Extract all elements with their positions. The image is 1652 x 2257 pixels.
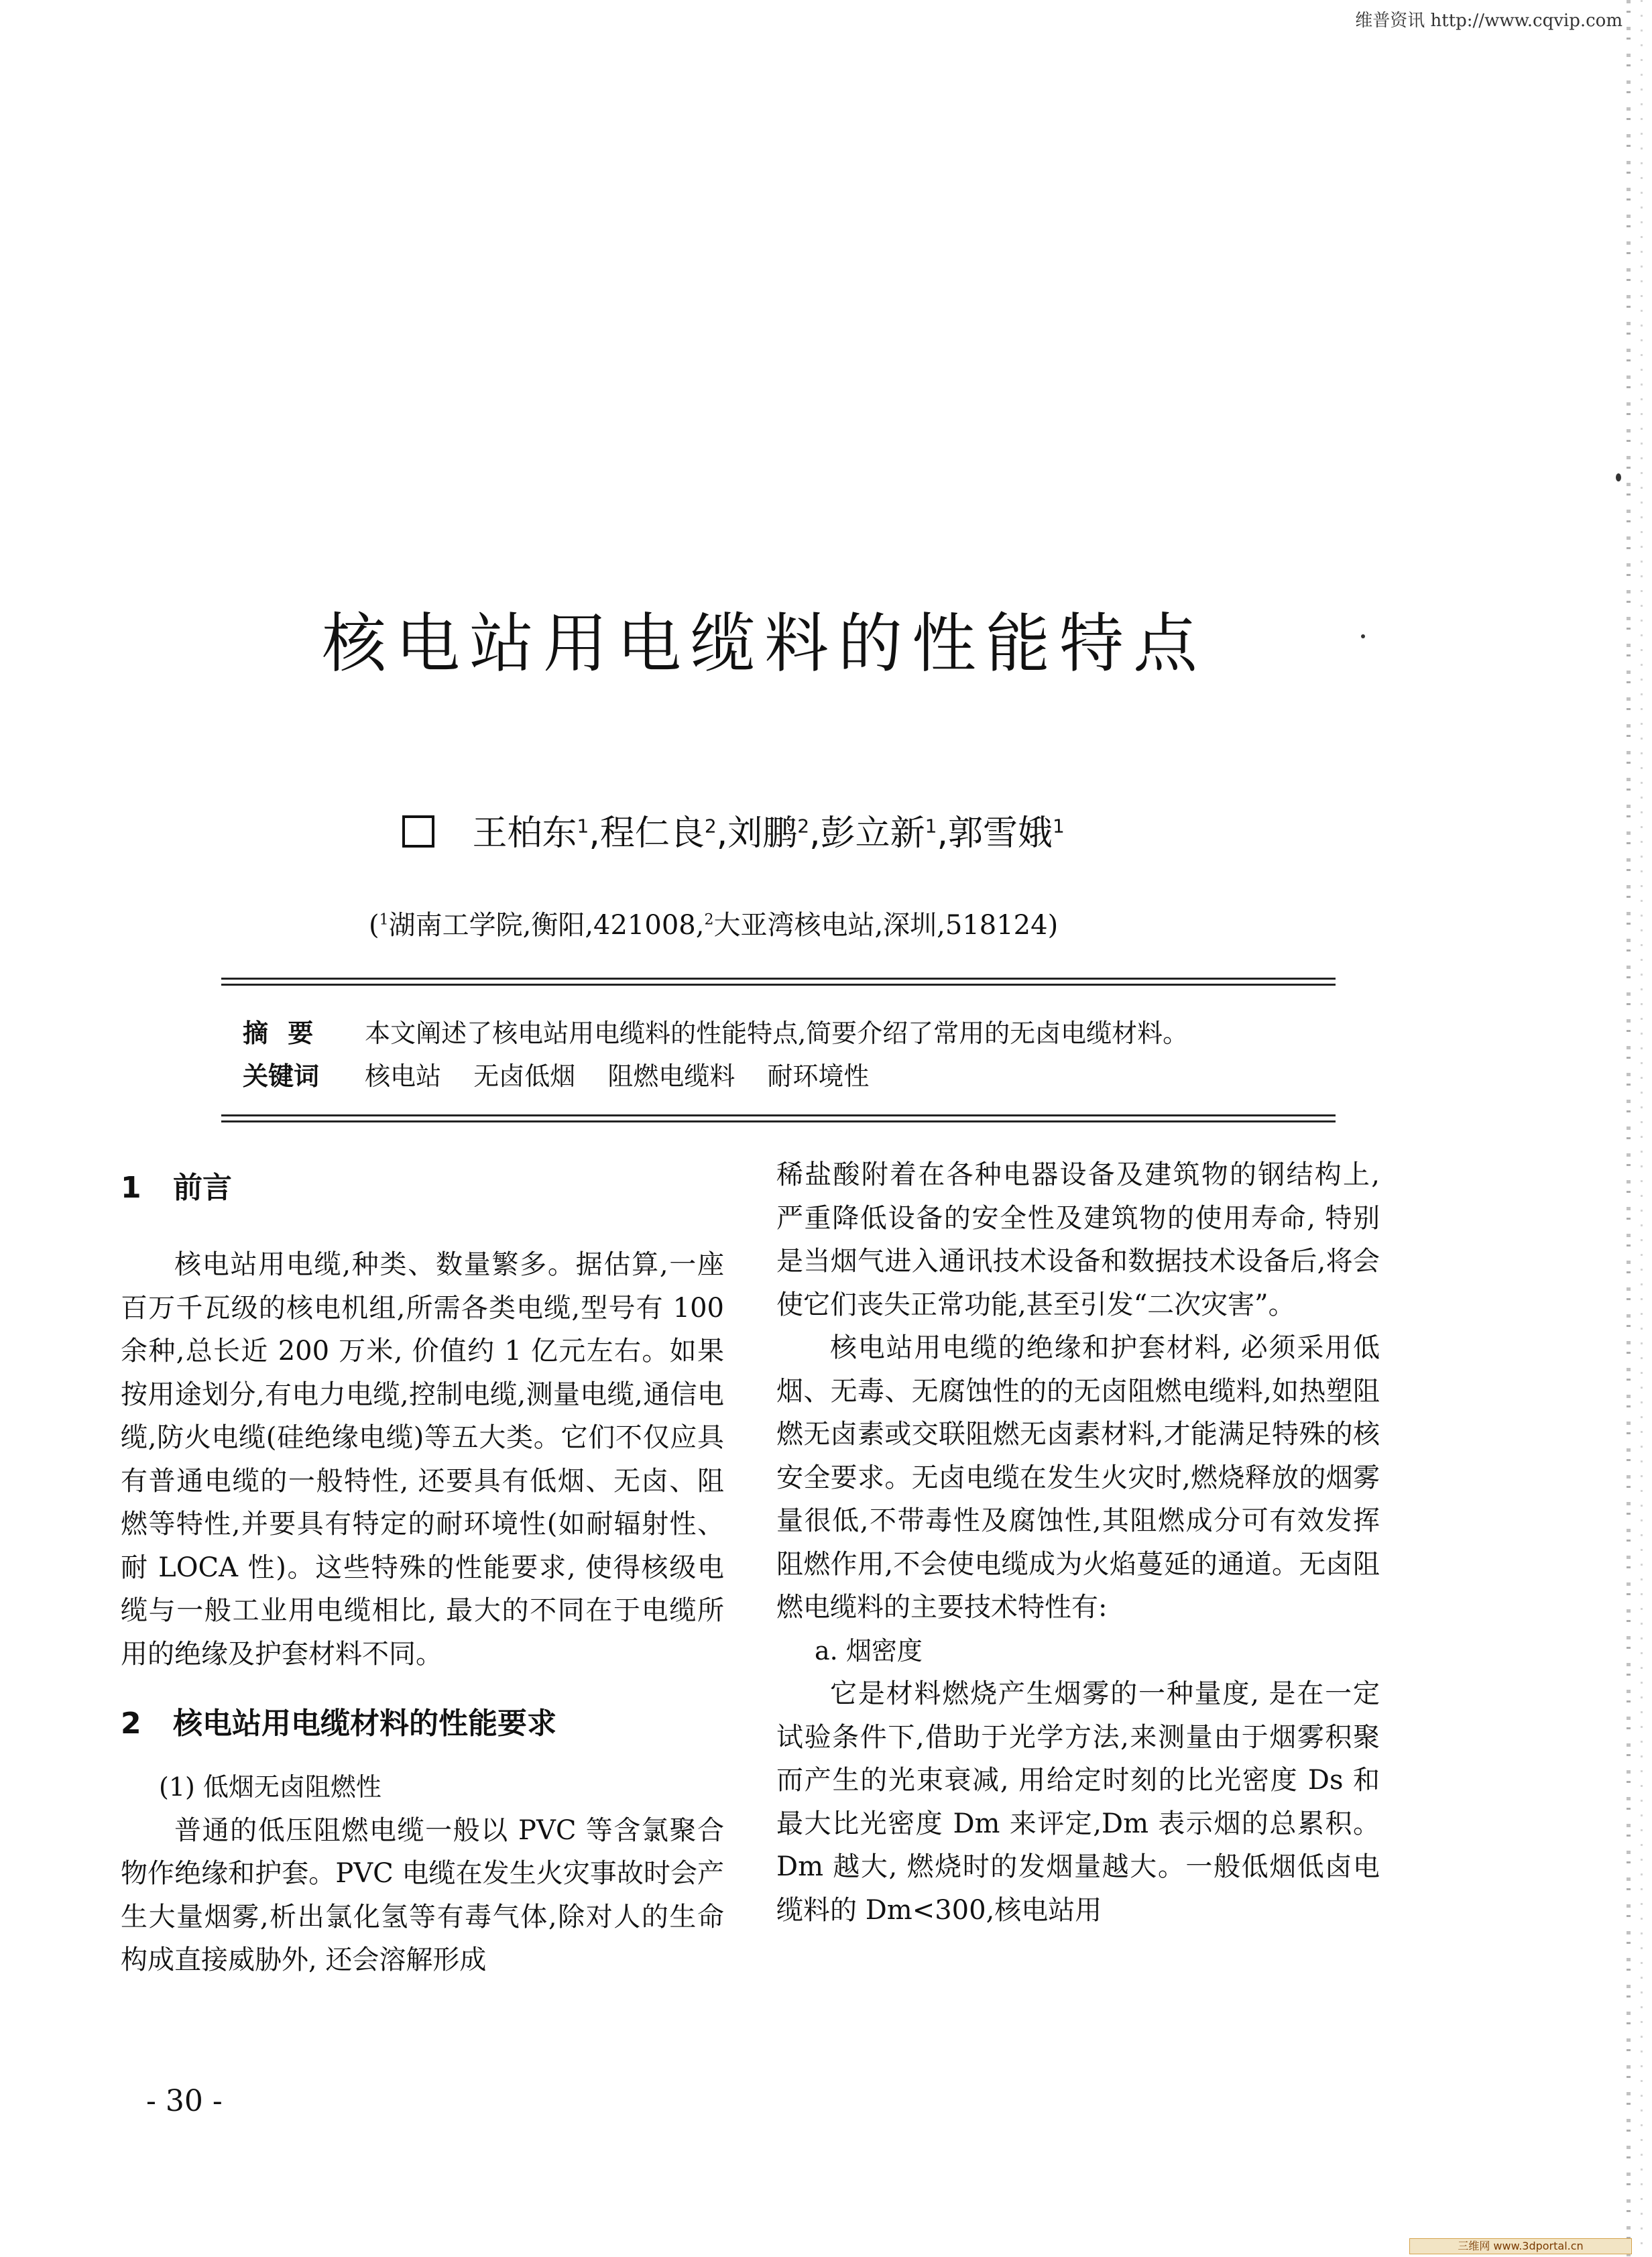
keyword: 耐环境性 — [767, 1061, 870, 1091]
section-title: 核电站用电缆材料的性能要求 — [173, 1706, 556, 1741]
body-paragraph: 核电站用电缆的绝缘和护套材料, 必须采用低烟、无毒、无腐蚀性的的无卤阻燃电缆料,如热塑阻燃无卤素或交联阻燃无卤素材料,才能满足特殊的核安全要求。无卤电缆在发生火灾时,燃烧释放的烟雾量很低,不带毒性及腐蚀性,其阻燃成分可有效发挥阻燃作用,不会使电缆成为火焰蔓延的通道。无卤阻燃电缆料的主要技术特性有: — [776, 1332, 1380, 1623]
affil-mark: 2 — [704, 911, 714, 929]
abstract-text: 本文阐述了核电站用电缆料的性能特点,简要介绍了常用的无卤电缆材料。 — [365, 1019, 1189, 1048]
subsection-heading: a. 烟密度 — [815, 1635, 923, 1666]
keyword: 阻燃电缆料 — [607, 1061, 735, 1091]
subsection-heading: (1) 低烟无卤阻燃性 — [159, 1772, 381, 1802]
affiliations: ($^1$湖南工学院,衡阳,421008,$^2$大亚湾核电站,深圳,518124) — [369, 910, 1059, 941]
left-column — [121, 1167, 724, 1982]
keywords-label: 关键词 — [243, 1061, 320, 1091]
author-affil-mark: 1 — [1053, 815, 1065, 837]
scan-edge-artifact-inner — [1641, 0, 1643, 2257]
paper-title: 核电站用电缆料的性能特点 — [322, 606, 1207, 682]
section-heading-intro — [121, 1167, 724, 1210]
author-affil-mark: 2 — [704, 815, 717, 837]
affiliation-1: 湖南工学院,衡阳,421008, — [388, 910, 705, 941]
author-name: 程仁良 — [599, 813, 705, 854]
section-number: 1 — [121, 1171, 141, 1205]
section-title: 前言 — [173, 1171, 232, 1205]
author-affil-mark: 1 — [577, 815, 589, 837]
abstract-top-rule — [221, 978, 1336, 986]
body-paragraph: 稀盐酸附着在各种电器设备及建筑物的钢结构上, 严重降低设备的安全性及建筑物的使用寿命, 特别是当烟气进入通讯技术设备和数据技术设备后,将会使它们丧失正常功能,甚至引发“二次灾害”。 — [776, 1159, 1380, 1320]
scan-speck — [1361, 634, 1365, 638]
section-heading-requirements — [121, 1702, 724, 1745]
author-line: 王柏东$^1$,程仁良$^2$,刘鹏$^2$,彭立新$^1$,郭雪娥$^1$ — [402, 805, 1065, 855]
author-name: 彭立新 — [820, 813, 925, 854]
keywords — [243, 1055, 893, 1092]
page-number: - 30 - — [146, 2084, 223, 2118]
author-affil-mark: 2 — [797, 815, 810, 837]
affiliation-2: 大亚湾核电站,深圳,518124 — [713, 910, 1048, 941]
watermark-stamp: 三维网 www.3dportal.cn — [1409, 2238, 1632, 2254]
body-paragraph: 它是材料燃烧产生烟雾的一种量度, 是在一定试验条件下,借助于光学方法,来测量由于烟雾积聚而产生的光束衰减, 用给定时刻的比光密度 Ds 和最大比光密度 Dm 来评定,Dm 表示烟的总累积。Dm 越大, 燃烧时的发烟量越大。一般低烟低卤电缆料的 Dm<300,核电站用 — [776, 1678, 1380, 1926]
author-name: 刘鹏 — [727, 813, 798, 854]
keyword: 无卤低烟 — [473, 1061, 576, 1091]
author-marker-box — [402, 815, 434, 848]
scan-edge-artifact — [1627, 0, 1631, 2257]
author-name: 郭雪娥 — [948, 813, 1053, 854]
intro-paragraph: 核电站用电缆,种类、数量繁多。据估算,一座百万千瓦级的核电机组,所需各类电缆,型号有 100 余种,总长近 200 万米, 价值约 1 亿元左右。如果按用途划分,有电力电缆,控制电缆,测量电缆,通信电缆,防火电缆(硅绝缘电缆)等五大类。它们不仅应具有普通电缆的一般特性, 还要具有低烟、无卤、阻燃等特性,并要具有特定的耐环境性(如耐辐射性、耐 LOCA 性)。这些特殊的性能要求, 使得核级电缆与一般工业用电缆相比, 最大的不同在于电缆所用的绝缘及护套材料不同。 — [121, 1249, 724, 1670]
right-column — [776, 1153, 1380, 1932]
scan-speck — [1616, 473, 1621, 481]
abstract — [243, 1012, 1188, 1049]
abstract-label: 摘 要 — [243, 1019, 319, 1048]
affil-mark: 1 — [379, 911, 389, 929]
source-header: 维普资讯 http://www.cqvip.com — [1355, 11, 1622, 31]
keyword: 核电站 — [365, 1061, 442, 1091]
author-affil-mark: 1 — [925, 815, 937, 837]
section-number: 2 — [121, 1706, 141, 1741]
body-paragraph: 普通的低压阻燃电缆一般以 PVC 等含氯聚合物作绝缘和护套。PVC 电缆在发生火灾事故时会产生大量烟雾,析出氯化氢等有毒气体,除对人的生命构成直接威胁外, 还会溶解形成 — [121, 1814, 724, 1975]
abstract-bottom-rule — [221, 1114, 1336, 1122]
author-name: 王柏东 — [472, 813, 577, 854]
